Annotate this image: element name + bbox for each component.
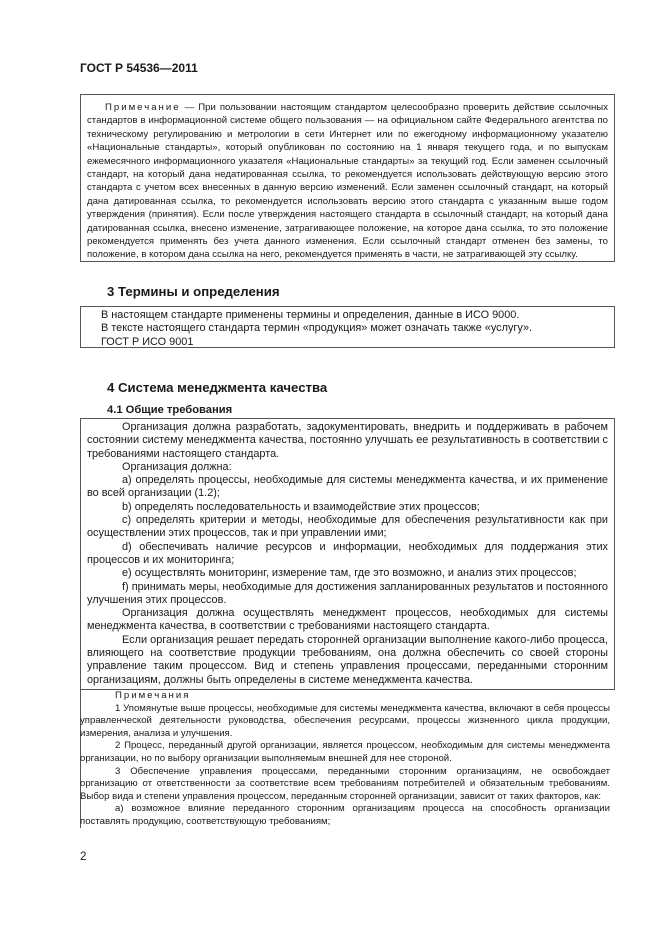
- paragraph: Организация должна:: [122, 460, 232, 473]
- reference-note-box: [80, 94, 615, 262]
- list-item: e) осуществлять мониторинг, измерение там, где это возможно, и анализ этих процессов;: [122, 567, 577, 580]
- section-4-1-heading: 4.1 Общие требования: [107, 404, 233, 416]
- terms-box: [80, 306, 615, 348]
- note-item: 1 Упомянутые выше процессы, необходимые для системы менеджмента качества, включают в себя процессы управленческой деятельности руководства, обеспечения ресурсами, процессы жизненного цикла продукции, измерения, анализа и улучшения.: [80, 702, 610, 739]
- terms-line: В настоящем стандарте применены термины и определения, данные в ИСО 9000.: [101, 309, 520, 321]
- note-item: 3 Обеспечение управления процессами, переданными сторонним организациям, не освобождает организацию от ответственности за соответствие всем требованиям потребителей и обязательным требованиям. Выбор вида и степени управления процессом, переданным сторонней организации, зависит от таких факторов, как:: [80, 765, 610, 802]
- note-item: 2 Процесс, переданный другой организации, является процессом, необходимым для системы менеджмента организации, но по выбору организации выполняемым внешней для нее стороной.: [80, 740, 610, 764]
- list-item: f) принимать меры, необходимые для достижения запланированных результатов и постоянного улучшения этих процессов.: [87, 580, 608, 606]
- list-item: b) определять последовательность и взаимодействие этих процессов;: [122, 500, 480, 513]
- terms-reference: ГОСТ Р ИСО 9001: [101, 335, 194, 348]
- reference-note: [87, 101, 608, 262]
- list-item: d) обеспечивать наличие ресурсов и информации, необходимых для поддержания этих процессов и их мониторинга;: [87, 540, 608, 566]
- section-4-heading: 4 Система менеджмента качества: [107, 380, 328, 395]
- section-3-heading: 3 Термины и определения: [107, 284, 280, 299]
- paragraph: Если организация решает передать сторонней организации выполнение какого-либо процесса, влияющего на соответствие продукции требованиям, она должна обеспечить со своей стороны управление таким процессом. Вид и степень управления процессами, переданными сторонним организациям, должны быть определены в системе менеджмента качества.: [87, 633, 608, 686]
- paragraph: Организация должна разработать, задокументировать, внедрить и поддерживать в рабочем состоянии систему менеджмента качества, постоянно улучшать ее результативность в соответствии с требованиями настоящего стандарта.: [87, 421, 608, 460]
- requirements-box: [80, 418, 615, 690]
- page-number: 2: [80, 851, 87, 863]
- paragraph: Организация должна осуществлять менеджмент процессов, необходимых для системы менеджмента качества, в соответствии с требованиями настоящего стандарта.: [87, 607, 608, 633]
- notes-title: Примечания: [115, 690, 191, 701]
- note-text: — При пользовании настоящим стандартом целесообразно проверить действие ссылочных стандартов в информационной системе общего пользования — на официальном сайте Федерального агентства по техническому регулированию и метрологии в сети Интернет или по ежегодному информационному указателю «Национальные стандарты», который опубликован по состоянию на 1 января текущего года, и по выпускам ежемесячного информационного указателя «Национальные стандарты» за текущий год. Если заменен ссылочный стандарт, на который дана недатированная ссылка, то рекомендуется использовать действующую версию этого стандарта с учетом всех внесенных в данную версию изменений. Если заменен ссылочный стандарт, на который дана датированная ссылка, то рекомендуется использовать версию этого стандарта с указанным выше годом утверждения (принятия). Если после утверждения настоящего стандарта в ссылочный стандарт, на который дана датированная ссылка, внесено изменение, затрагивающее положение, на которое дана ссылка, то это положение рекомендуется применять без учета данного изменения. Если ссылочный стандарт отменен без замены, то положение, в котором дана ссылка на него, рекомендуется применять в части, не затрагивающей эту ссылку.: [87, 102, 608, 261]
- notes-block: [80, 690, 610, 829]
- list-item: а) определять процессы, необходимые для системы менеджмента качества, и их применение во всей организации (1.2);: [87, 474, 608, 500]
- terms-line: В тексте настоящего стандарта термин «продукция» может означать также «услугу».: [101, 322, 533, 335]
- document-id: ГОСТ Р 54536—2011: [80, 61, 198, 75]
- note-label: Примечание: [105, 102, 181, 113]
- list-item: c) определять критерии и методы, необходимые для обеспечения результативности как при осуществлении этих процессов, так и при управлении ими;: [87, 514, 608, 540]
- note-item: а) возможное влияние переданного сторонним организациям процесса на способность организации поставлять продукцию, соответствующую требованиям;: [80, 803, 610, 827]
